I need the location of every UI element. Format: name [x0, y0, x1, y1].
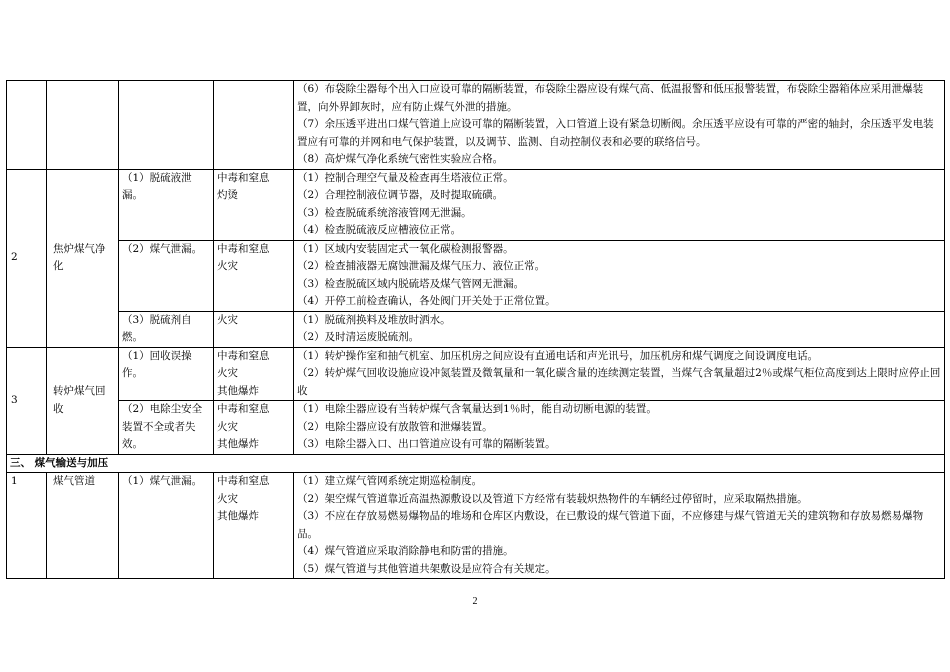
accident-type: 火灾	[217, 313, 238, 326]
table-row	[7, 347, 945, 401]
table-row	[7, 81, 945, 170]
measure-line: （2）检查捕液器无腐蚀泄漏及煤气压力、液位正常。	[297, 260, 546, 272]
cell-num	[7, 81, 47, 170]
cell-hazard: （1）回收误操作。	[119, 347, 214, 401]
cell-hazard: （2）煤气泄漏。	[119, 240, 214, 311]
measure-line: （4）煤气管道应采取消除静电和防雷的措施。	[297, 545, 514, 557]
cell-hazard: （2）电除尘安全装置不全或者失效。	[119, 401, 214, 455]
cell-accident	[214, 347, 294, 401]
section-title: 三、 煤气输送与加压	[7, 454, 945, 473]
cell-name	[47, 81, 119, 170]
cell-measures	[294, 347, 945, 401]
item-name: 煤气管道	[47, 473, 119, 579]
accident-type: 火灾	[217, 260, 238, 272]
table-row	[7, 240, 945, 311]
cell-hazard: （1）煤气泄漏。	[119, 473, 214, 579]
table-row	[7, 401, 945, 455]
accident-type: 火灾	[217, 367, 238, 379]
cell-hazard	[119, 81, 214, 170]
measure-line: （2）及时清运废脱硫剂。	[297, 331, 420, 343]
cell-measures	[294, 240, 945, 311]
cell-measures	[294, 401, 945, 455]
measure-line: （6）布袋除尘器每个出入口应设可靠的隔断装置，布袋除尘器应设有煤气高、低温报警和低压报警装置，布袋除尘器箱体应采用泄爆装置，向外界卸灰时，应有防止煤气外泄的措施。	[297, 83, 924, 113]
table-row	[7, 473, 945, 579]
measure-line: （3）检查脱硫区域内脱硫塔及煤气管网无泄漏。	[297, 277, 525, 290]
accident-type: 中毒和窒息	[217, 403, 270, 415]
measure-line: （1）转炉操作室和抽气机室、加压机房之间应设有直通电话和声光讯号，加压机房和煤气调度之间设调度电话。	[297, 349, 819, 362]
item-number: 3	[7, 347, 47, 454]
item-name: 转炉煤气回收	[47, 347, 119, 454]
measure-line: （2）转炉煤气回收设施应设冲氮装置及微氧量和一氧化碳含量的连续测定装置，当煤气含氧量超过2％或煤气柜位高度到达上限时应停止回收	[297, 367, 941, 397]
accident-type: 中毒和窒息	[217, 171, 270, 184]
measure-line: （8）高炉煤气净化系统气密性实验应合格。	[297, 153, 504, 165]
cell-accident	[214, 311, 294, 347]
cell-accident	[214, 401, 294, 455]
cell-accident	[214, 473, 294, 579]
measure-line: （3）电除尘器入口、出口管道应设有可靠的隔断装置。	[297, 438, 556, 450]
measure-line: （1）电除尘器应设有当转炉煤气含氧量达到1％时，能自动切断电源的装置。	[297, 403, 657, 415]
item-number: 2	[7, 169, 47, 347]
cell-accident	[214, 169, 294, 240]
accident-type: 火灾	[217, 420, 238, 433]
cell-measures	[294, 311, 945, 347]
accident-type: 其他爆炸	[217, 384, 259, 397]
accident-type: 中毒和窒息	[217, 349, 270, 362]
measure-line: （3）检查脱硫系统溶液管网无泄漏。	[297, 206, 472, 219]
measure-line: （1）建立煤气管网系统定期巡检制度。	[297, 475, 483, 487]
page-number: 2	[472, 596, 478, 607]
cell-accident	[214, 240, 294, 311]
cell-hazard: （3）脱硫剂自燃。	[119, 311, 214, 347]
cell-hazard: （1）脱硫液泄漏。	[119, 169, 214, 240]
cell-measures	[294, 81, 945, 170]
measure-line: （4）检查脱硫液反应槽液位正常。	[297, 224, 462, 236]
measure-line: （1）控制合理空气量及检查再生塔液位正常。	[297, 171, 514, 184]
measure-line: （4）开停工前检查确认，各处阀门开关处于正常位置。	[297, 295, 556, 307]
table-row	[7, 169, 945, 240]
measure-line: （1）区域内安装固定式一氧化碳检测报警器。	[297, 242, 514, 255]
hazard-table	[6, 80, 945, 579]
measure-line: （2）架空煤气管道靠近高温热源敷设以及管道下方经常有装载炽热物件的车辆经过停留时，应采取隔热措施。	[297, 492, 808, 505]
cell-measures	[294, 169, 945, 240]
section-row	[7, 454, 945, 473]
accident-type: 灼烫	[217, 189, 238, 201]
measure-line: （7）余压透平进出口煤气管道上应设可靠的隔断装置，入口管道上设有紧急切断阀。余压透平应设有可靠的严密的轴封，余压透平发电装置应有可靠的并网和电气保护装置，以及调节、监测、自动控制仪表和必要的联络信号。	[297, 118, 934, 148]
item-number: 1	[7, 473, 47, 579]
accident-type: 其他爆炸	[217, 438, 259, 450]
measure-line: （1）脱硫剂换料及堆放时洒水。	[297, 313, 451, 326]
cell-measures	[294, 473, 945, 579]
table-row	[7, 311, 945, 347]
measure-line: （2）电除尘器应设有放散管和泄爆装置。	[297, 420, 493, 433]
measure-line: （5）煤气管道与其他管道共架敷设是应符合有关规定。	[297, 562, 556, 575]
cell-accident	[214, 81, 294, 170]
measure-line: （3）不应在存放易燃易爆物品的堆场和仓库区内敷设，在已敷设的煤气管道下面，不应修建与煤气管道无关的建筑物和存放易燃易爆物品。	[297, 510, 924, 540]
item-name: 焦炉煤气净化	[47, 169, 119, 347]
accident-type: 中毒和窒息	[217, 242, 270, 255]
accident-type: 火灾	[217, 492, 238, 505]
accident-type: 其他爆炸	[217, 510, 259, 522]
accident-type: 中毒和窒息	[217, 475, 270, 487]
measure-line: （2）合理控制液位调节器，及时提取硫磺。	[297, 189, 504, 201]
